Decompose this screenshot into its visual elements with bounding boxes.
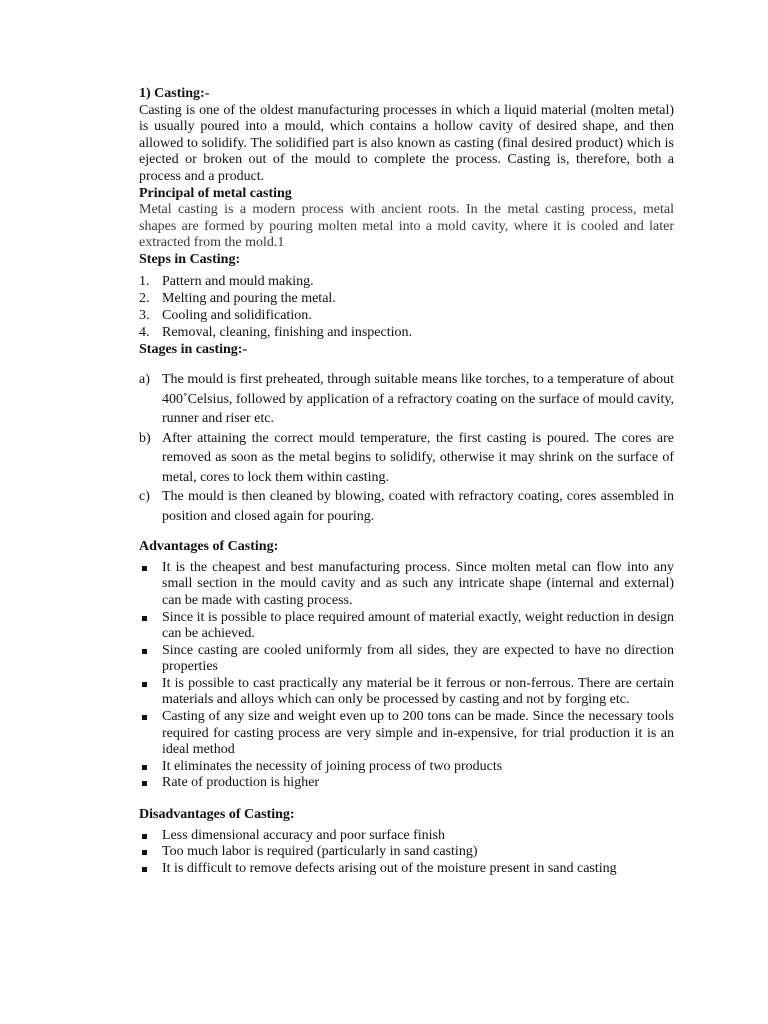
square-bullet-icon	[142, 715, 147, 720]
principle-heading: Principal of metal casting	[139, 185, 292, 201]
square-bullet-icon	[142, 616, 147, 621]
list-item	[139, 429, 674, 488]
principle-paragraph: Metal casting is a modern process with ancient roots. In the metal casting process, metal shapes are formed by pouring molten metal into a mold cavity, where it is cooled and later extracted from the mold.1	[139, 202, 674, 251]
list-item	[139, 560, 674, 610]
list-item-text: Less dimensional accuracy and poor surface finish	[162, 827, 446, 843]
list-item	[139, 273, 674, 290]
list-item-text: After attaining the correct mould temperature, the first casting is poured. The cores are removed as soon as the metal begins to solidify, otherwise it may shrink on the surface of metal, cores to lock them within casting.	[162, 430, 674, 485]
list-item	[139, 610, 674, 643]
list-item	[139, 775, 674, 792]
list-item	[139, 676, 674, 709]
list-item	[139, 709, 674, 759]
stages-list	[139, 370, 674, 526]
square-bullet-icon	[142, 566, 147, 571]
list-letter: c)	[139, 489, 150, 505]
list-item-text: Since it is possible to place required amount of material exactly, weight reduction in design can be achieved.	[162, 609, 674, 642]
list-letter: b)	[139, 430, 151, 446]
list-item-text: Rate of production is higher	[162, 775, 320, 791]
steps-list	[139, 273, 674, 341]
casting-heading: 1) Casting:-	[139, 86, 210, 101]
list-item	[139, 759, 674, 776]
list-item	[139, 861, 674, 878]
advantages-list	[139, 560, 674, 792]
stages-heading: Stages in casting:-	[139, 341, 248, 357]
disadvantages-heading: Disadvantages of Casting:	[139, 807, 295, 823]
list-number: 2.	[139, 290, 150, 306]
list-item-text: Pattern and mould making.	[162, 273, 314, 289]
list-item	[139, 370, 674, 429]
square-bullet-icon	[142, 682, 147, 687]
list-item-text: Melting and pouring the metal.	[162, 290, 336, 306]
casting-paragraph: Casting is one of the oldest manufacturing processes in which a liquid material (molten metal) is usually poured into a mould, which contains a hollow cavity of desired shape, and then allowed to solidify. The solidified part is also known as casting (final desired product) which is ejected or broken out of the mould to complete the process. Casting is, therefore, both a process and a product.	[139, 102, 674, 184]
list-item	[139, 324, 674, 341]
square-bullet-icon	[142, 850, 147, 855]
disadvantages-list	[139, 828, 674, 878]
square-bullet-icon	[142, 867, 147, 872]
advantages-heading: Advantages of Casting:	[139, 539, 279, 555]
list-item-text: Removal, cleaning, finishing and inspection.	[162, 324, 413, 340]
list-item-text: Too much labor is required (particularly in sand casting)	[162, 844, 478, 860]
list-number: 3.	[139, 307, 150, 323]
list-item	[139, 487, 674, 526]
list-item-text: Casting of any size and weight even up to 200 tons can be made. Since the necessary tools required for casting process are very simple and in-expensive, for trial production it is an ideal method	[162, 709, 674, 758]
steps-heading: Steps in Casting:	[139, 251, 241, 267]
list-number: 1.	[139, 273, 150, 289]
square-bullet-icon	[142, 649, 147, 654]
list-item	[139, 290, 674, 307]
list-item	[139, 828, 674, 845]
list-item	[139, 307, 674, 324]
list-item	[139, 643, 674, 676]
list-item-text: It is possible to cast practically any material be it ferrous or non-ferrous. There are certain materials and alloys which can only be processed by casting and not by forging etc.	[162, 675, 674, 708]
list-item-text: It is the cheapest and best manufacturing process. Since molten metal can flow into any small section in the mould cavity and as such any intricate shape (internal and external) can be made with casting process.	[162, 559, 674, 608]
square-bullet-icon	[142, 834, 147, 839]
square-bullet-icon	[142, 765, 147, 770]
list-item	[139, 844, 674, 861]
list-item-text: The mould is then cleaned by blowing, coated with refractory coating, cores assembled in position and closed again for pouring.	[162, 489, 674, 524]
square-bullet-icon	[142, 781, 147, 786]
list-item-text: It is difficult to remove defects arising out of the moisture present in sand casting	[162, 860, 617, 876]
list-item-text: Since casting are cooled uniformly from all sides, they are expected to have no direction properties	[162, 642, 674, 675]
list-letter: a)	[139, 372, 150, 388]
document-body	[139, 86, 674, 877]
list-item-text: It eliminates the necessity of joining process of two products	[162, 758, 503, 774]
list-item-text: Cooling and solidification.	[162, 307, 312, 323]
list-number: 4.	[139, 324, 150, 340]
list-item-text: The mould is first preheated, through suitable means like torches, to a temperature of about 400˚Celsius, followed by application of a refractory coating on the surface of mould cavity, runner and riser etc.	[162, 372, 674, 427]
